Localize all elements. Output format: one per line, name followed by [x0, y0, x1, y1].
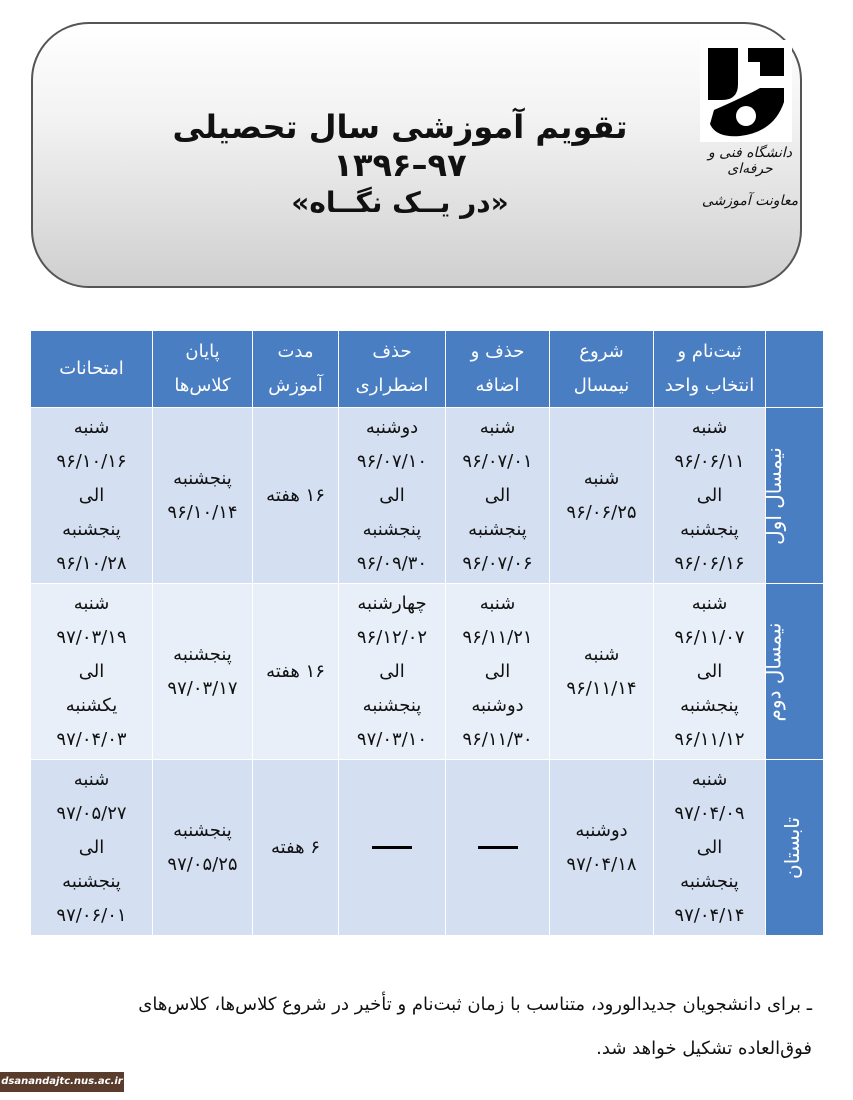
table-cell: چهارشنبه ۹۶/۱۲/۰۲ الی پنجشنبه ۹۷/۰۳/۱۰: [339, 584, 446, 760]
table-cell: شنبه ۹۶/۰۶/۱۱ الی پنجشنبه ۹۶/۰۶/۱۶: [654, 408, 766, 584]
table-cell: شنبه ۹۶/۱۱/۰۷ الی پنجشنبه ۹۶/۱۱/۱۲: [654, 584, 766, 760]
logo-university-name: دانشگاه فنی و حرفه‌ای: [707, 145, 793, 177]
table-row: [31, 760, 824, 936]
page-subtitle: «در یــک نگــاه»: [291, 186, 509, 219]
table-cell: دوشنبه ۹۷/۰۴/۱۸: [550, 760, 654, 936]
column-header-duration: مدت آموزش: [253, 331, 339, 408]
table-cell: ۶ هفته: [253, 760, 339, 936]
table-cell: دوشنبه ۹۶/۰۷/۱۰ الی پنجشنبه ۹۶/۰۹/۳۰: [339, 408, 446, 584]
dash-icon: [372, 846, 412, 849]
table-cell: شنبه ۹۶/۰۷/۰۱ الی پنجشنبه ۹۶/۰۷/۰۶: [446, 408, 550, 584]
logo-department-name: معاونت آموزشی: [701, 193, 799, 209]
row-header-first-semester: نیمسال اول: [766, 408, 824, 584]
row-header-second-semester: نیمسال دوم: [766, 584, 824, 760]
table-cell: شنبه ۹۷/۰۵/۲۷ الی پنجشنبه ۹۷/۰۶/۰۱: [31, 760, 153, 936]
table-header-row: [31, 331, 824, 408]
column-header-semester-start: شروع نیمسال: [550, 331, 654, 408]
table-cell: شنبه ۹۶/۱۱/۲۱ الی دوشنبه ۹۶/۱۱/۳۰: [446, 584, 550, 760]
table-cell: پنجشنبه ۹۷/۰۳/۱۷: [153, 584, 253, 760]
column-header-registration: ثبت‌نام و انتخاب واحد: [654, 331, 766, 408]
academic-calendar-table: [30, 330, 824, 936]
table-row: [31, 584, 824, 760]
empty-cell-dash: [446, 760, 550, 936]
column-header-exams: امتحانات: [31, 331, 153, 408]
column-header-classes-end: پایان کلاس‌ها: [153, 331, 253, 408]
table-cell: پنجشنبه ۹۷/۰۵/۲۵: [153, 760, 253, 936]
column-header-add-drop: حذف و اضافه: [446, 331, 550, 408]
university-logo-icon: [700, 40, 792, 142]
empty-cell-dash: [339, 760, 446, 936]
column-header-emergency-drop: حذف اضطراری: [339, 331, 446, 408]
table-cell: پنجشنبه ۹۶/۱۰/۱۴: [153, 408, 253, 584]
table-cell: ۱۶ هفته: [253, 584, 339, 760]
table-row: [31, 408, 824, 584]
site-url-badge: dsanandajtc.nus.ac.ir: [0, 1072, 124, 1092]
table-cell: شنبه ۹۶/۱۰/۱۶ الی پنجشنبه ۹۶/۱۰/۲۸: [31, 408, 153, 584]
table-cell: شنبه ۹۶/۰۶/۲۵: [550, 408, 654, 584]
footnote: ـ برای دانشجویان جدیدالورود، متناسب با زمان ثبت‌نام و تأخیر در شروع کلاس‌ها، کلاس‌های فوق‌العاده تشکیل خواهد شد.: [138, 994, 812, 1059]
table-cell: شنبه ۹۷/۰۴/۰۹ الی پنجشنبه ۹۷/۰۴/۱۴: [654, 760, 766, 936]
dash-icon: [478, 846, 518, 849]
page-title: تقویم آموزشی سال تحصیلی ۹۷–۱۳۹۶: [172, 108, 628, 184]
table-cell: شنبه ۹۶/۱۱/۱۴: [550, 584, 654, 760]
table-cell: ۱۶ هفته: [253, 408, 339, 584]
corner-cell: [766, 331, 824, 408]
table-cell: شنبه ۹۷/۰۳/۱۹ الی یکشنبه ۹۷/۰۴/۰۳: [31, 584, 153, 760]
row-header-summer: تابستان: [766, 760, 824, 936]
